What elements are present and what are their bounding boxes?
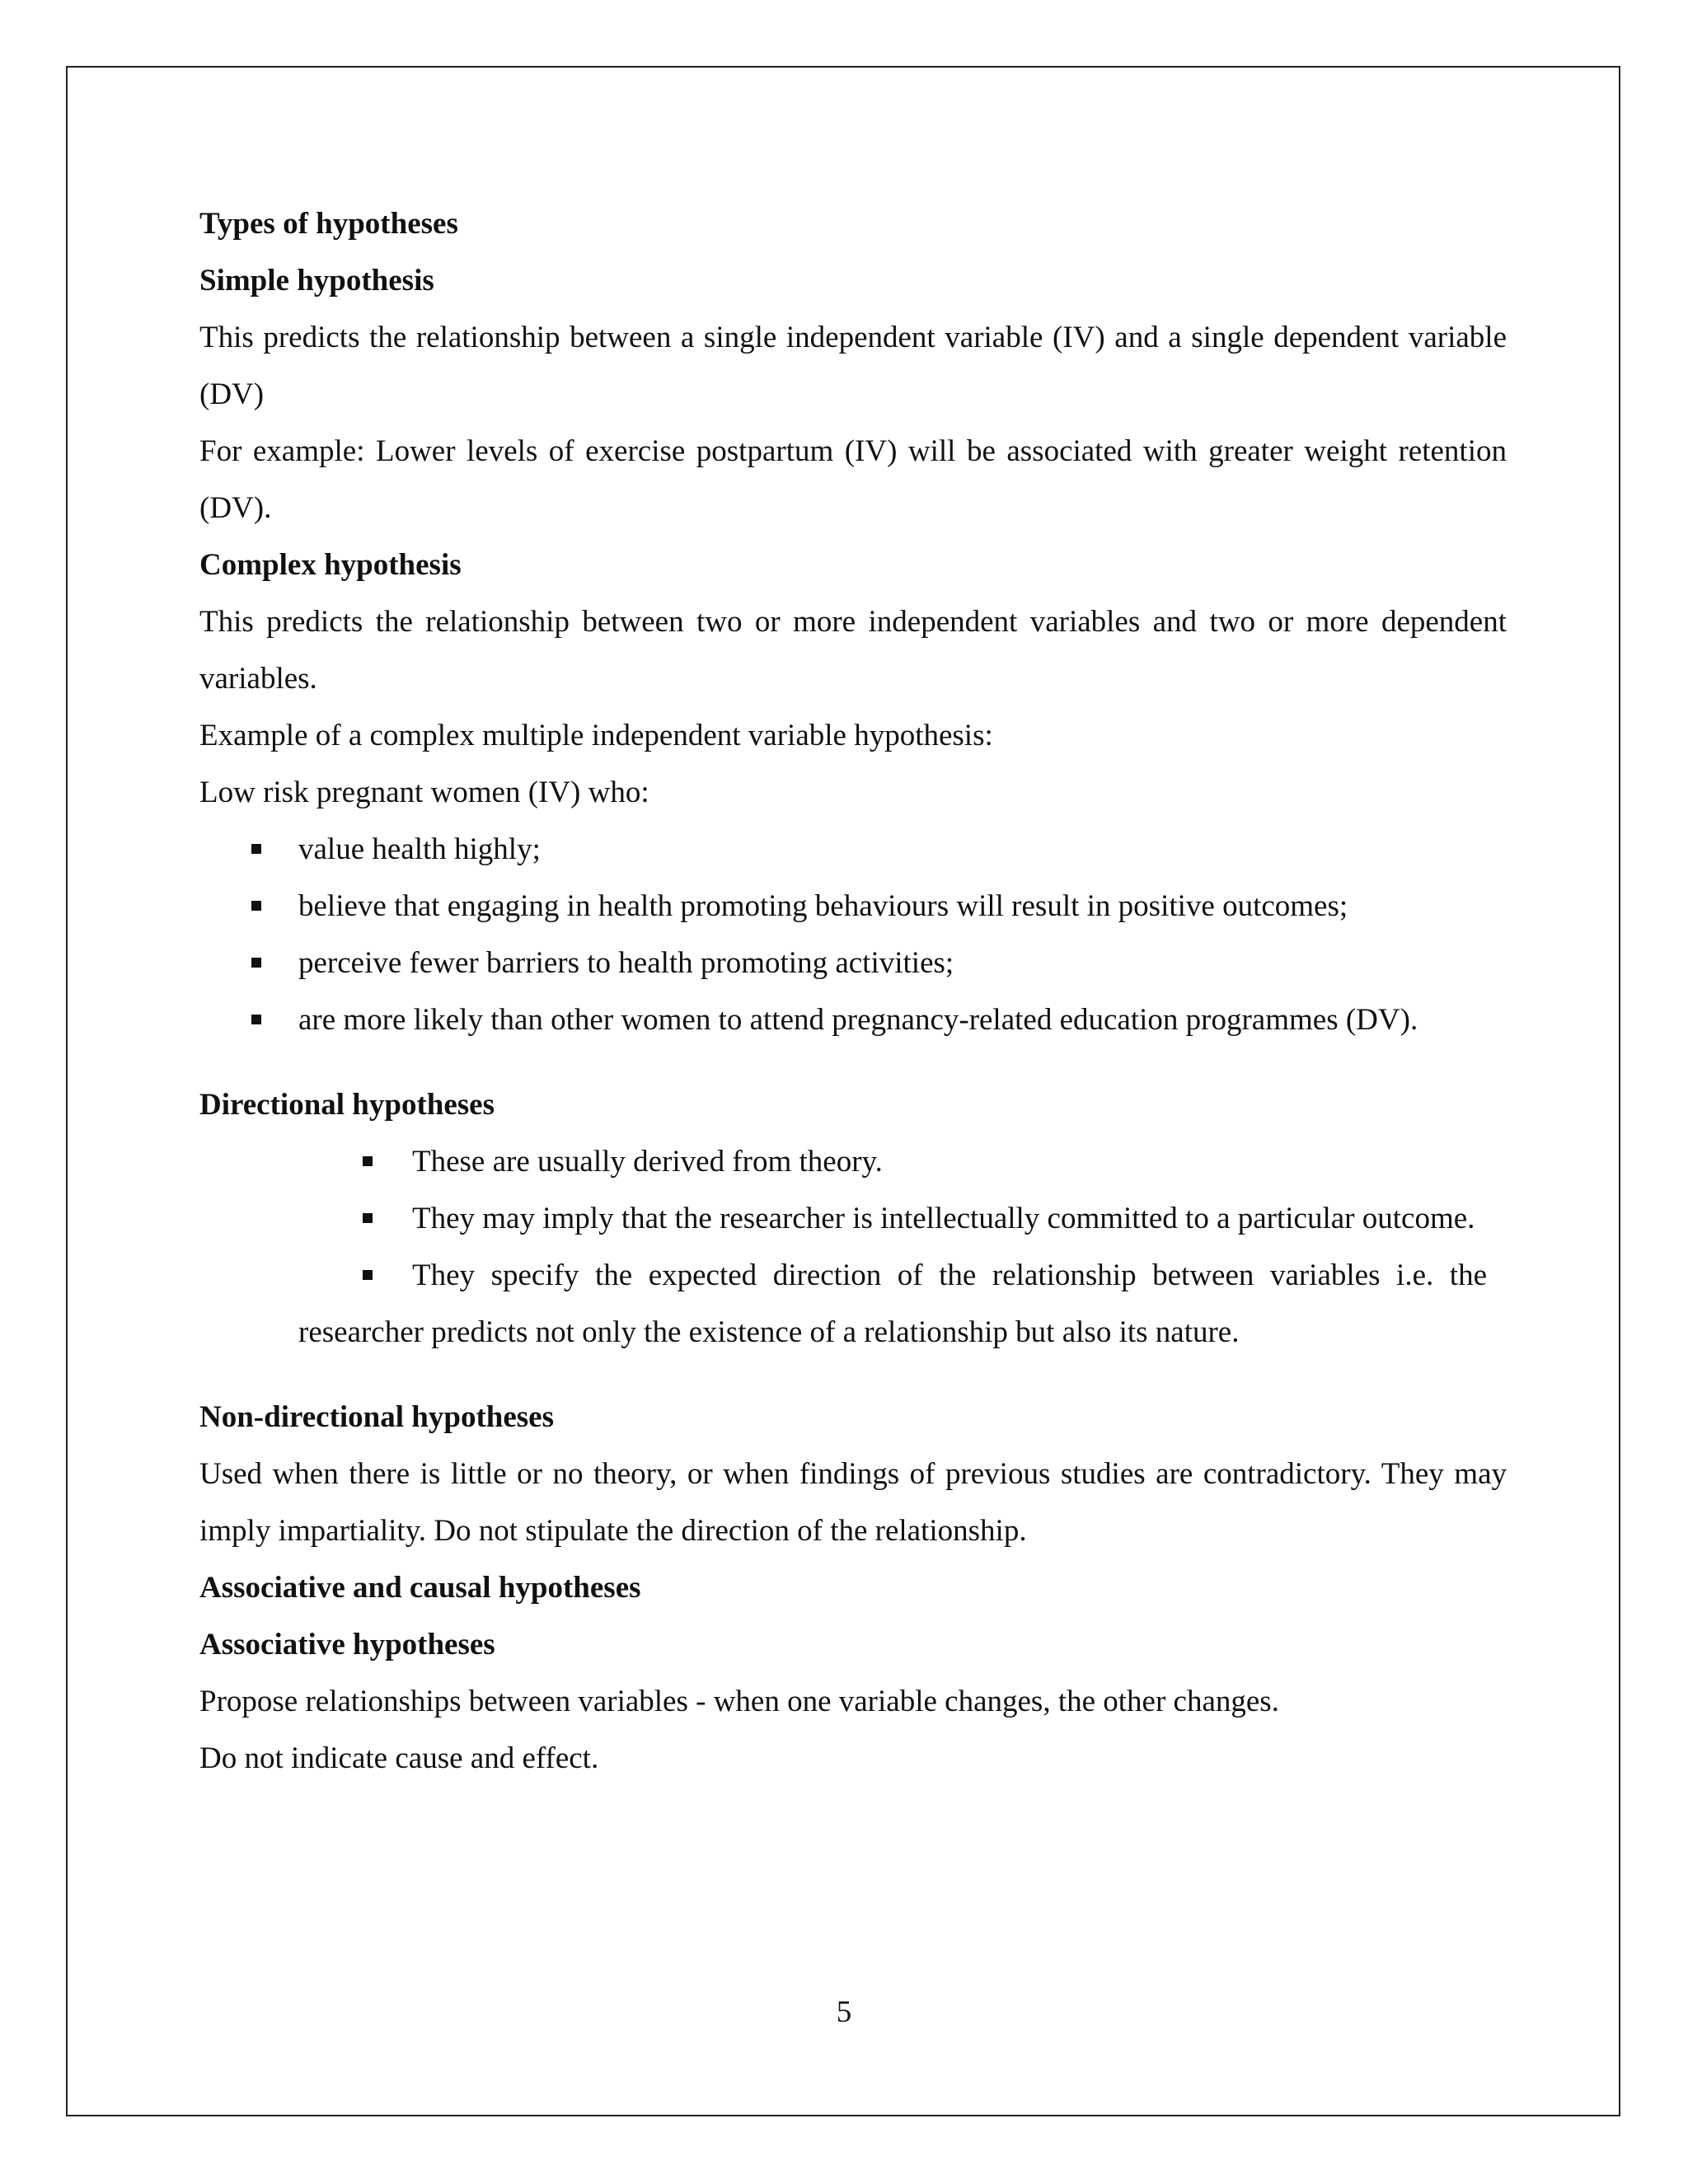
associative-line-2: Do not indicate cause and effect.: [199, 1741, 599, 1775]
directional-hypotheses-heading: Directional hypotheses: [199, 1088, 495, 1122]
complex-hypothesis-heading: Complex hypothesis: [199, 548, 462, 582]
list-item: believe that engaging in health promoting behaviours will result in positive outcomes;: [199, 878, 1487, 935]
associative-line-1: Propose relationships between variables - when one variable changes, the other changes.: [199, 1685, 1279, 1718]
square-bullet-icon: [363, 1156, 373, 1166]
complex-example-lead: Low risk pregnant women (IV) who:: [199, 776, 649, 809]
associative-hypotheses-heading: Associative hypotheses: [199, 1628, 495, 1661]
types-heading: Types of hypotheses: [199, 207, 458, 241]
simple-hypothesis-definition: This predicts the relationship between a single independent variable (IV) and a single dependent variable (DV): [199, 321, 1507, 411]
document-body: [199, 195, 1507, 1787]
list-item: perceive fewer barriers to health promoting activities;: [199, 935, 1487, 991]
square-bullet-icon: [251, 1015, 261, 1024]
square-bullet-icon: [251, 958, 261, 968]
list-item: They specify the expected direction of the relationship between variables i.e. the researcher predicts not only the existence of a relationship but also its nature.: [298, 1258, 1487, 1349]
square-bullet-icon: [251, 901, 261, 911]
list-item: are more likely than other women to attend pregnancy-related education programmes (DV).: [199, 991, 1487, 1048]
list-item: They may imply that the researcher is intellectually committed to a particular outcome.: [298, 1190, 1487, 1247]
associative-causal-heading: Associative and causal hypotheses: [199, 1571, 641, 1605]
square-bullet-icon: [251, 844, 261, 854]
square-bullet-icon: [363, 1213, 373, 1223]
list-item: These are usually derived from theory.: [298, 1133, 1487, 1190]
square-bullet-icon: [363, 1270, 373, 1280]
non-directional-hypotheses-heading: Non-directional hypotheses: [199, 1400, 554, 1434]
page-number: 5: [836, 1995, 852, 2029]
simple-hypothesis-example: For example: Lower levels of exercise postpartum (IV) will be associated with greater weight retention (DV).: [199, 434, 1507, 525]
directional-bullet-list: [199, 1133, 1507, 1361]
complex-hypothesis-definition: This predicts the relationship between two or more independent variables and two or more dependent variables.: [199, 605, 1507, 696]
complex-example-intro: Example of a complex multiple independent variable hypothesis:: [199, 719, 993, 752]
non-directional-text: Used when there is little or no theory, or when findings of previous studies are contradictory. They may imply impartiality. Do not stipulate the direction of the relationship.: [199, 1457, 1507, 1548]
list-item: value health highly;: [199, 821, 1487, 878]
simple-hypothesis-heading: Simple hypothesis: [199, 264, 434, 298]
complex-bullet-list: [199, 821, 1507, 1048]
